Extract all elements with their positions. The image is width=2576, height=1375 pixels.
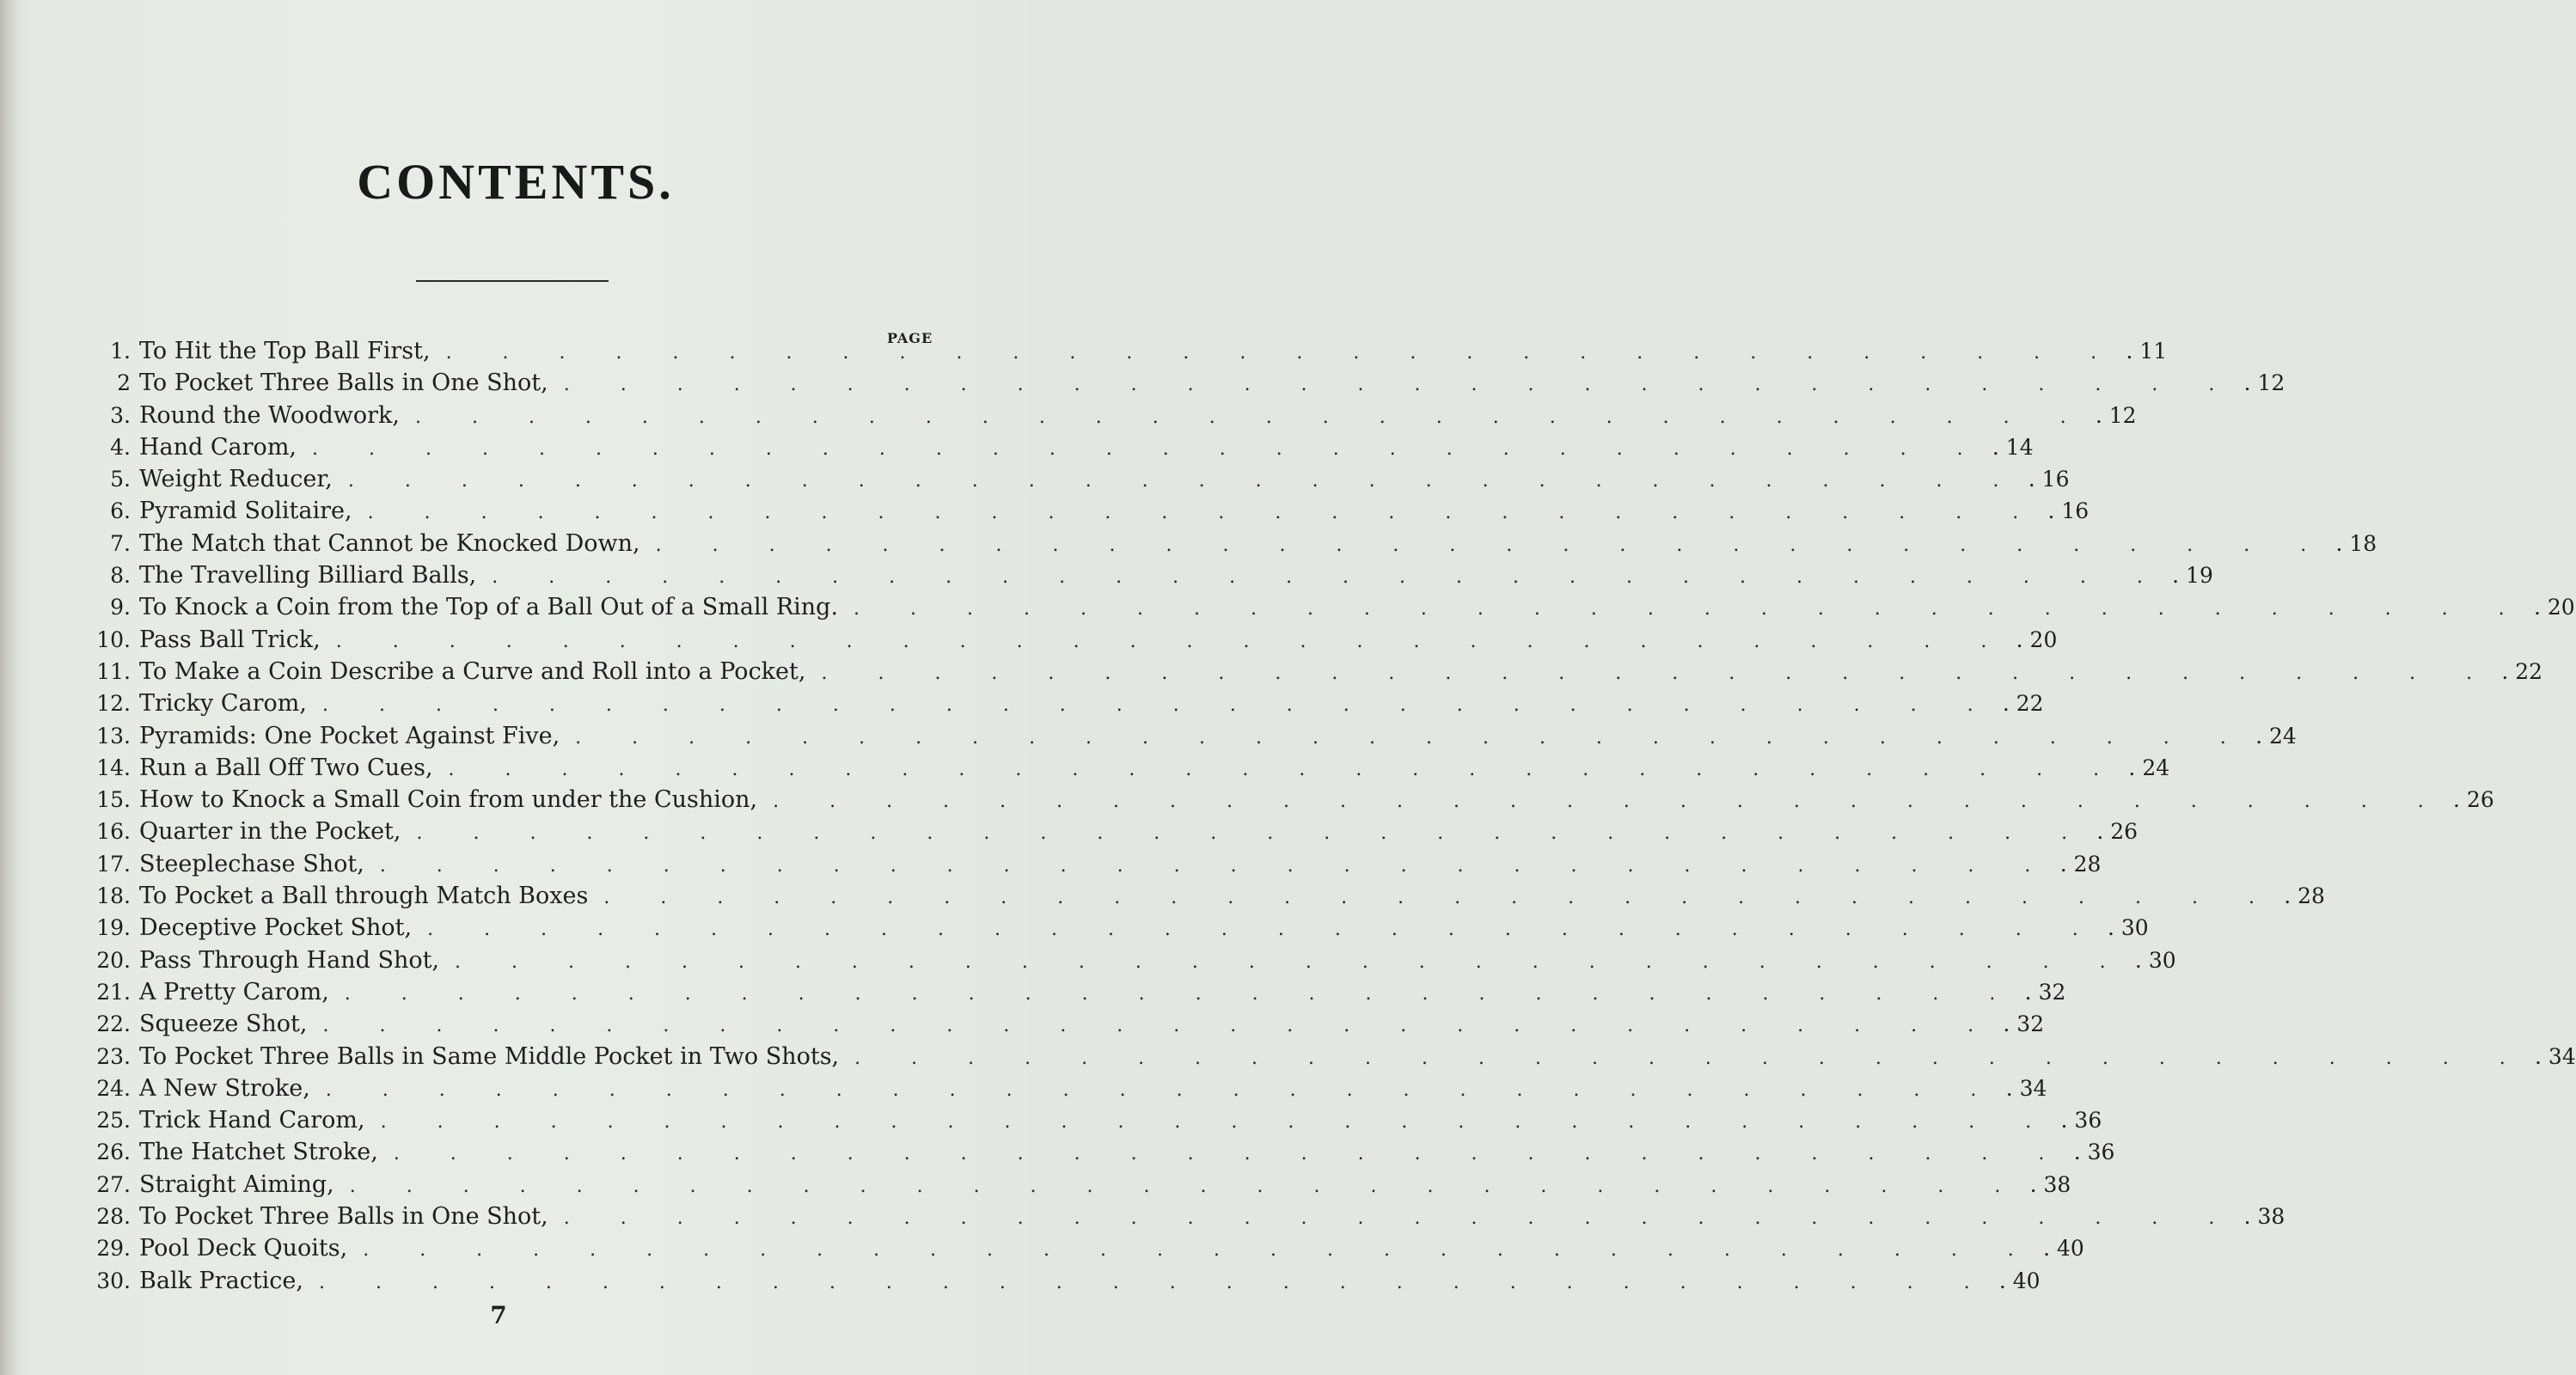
toc-dot-leader: . . . . . . . . . . . . . . . . . . . . . . . . . . . . . . (318, 1271, 1992, 1293)
toc-entry-page: . 14 (1992, 434, 2034, 460)
toc-entry-title: Quarter in the Pocket, (139, 818, 401, 846)
toc-dot-leader: . . . . . . . . . . . . . . . . . . . . . . . . . . . . . . (321, 694, 1996, 717)
toc-entry-number: 18. (96, 883, 131, 909)
toc-entry-number: 19. (96, 915, 131, 941)
toc-entry-page: . 16 (2047, 498, 2090, 524)
toc-entry-page: . 18 (2335, 530, 2377, 556)
toc-entry-page: . 12 (2095, 402, 2137, 428)
toc-dot-leader: . . . . . . . . . . . . . . . . . . . . . . . . . . . . . . (492, 566, 2165, 589)
toc-dot-leader: . . . . . . . . . . . . . . . . . . . . . . . . . . . . . . (322, 1015, 1997, 1037)
toc-entry-title: Hand Carom, (139, 433, 297, 461)
toc-entry-number: 8. (110, 563, 131, 589)
toc-entry-title: Pool Deck Quoits, (139, 1235, 348, 1262)
toc-dot-leader: . . . . . . . . . . . . . . . . . . . . . . . . . . . . . . (347, 470, 2022, 492)
toc-entry-page: . 36 (2073, 1140, 2115, 1165)
toc-entry (83, 591, 2575, 623)
toc-entry-title: Deceptive Pocket Shot, (139, 914, 413, 942)
toc-entry (83, 944, 2176, 976)
toc-entry-number: 14. (96, 755, 131, 780)
toc-entry-page: . 24 (2128, 755, 2170, 780)
toc-entry (83, 1041, 2576, 1072)
toc-entry-title: Weight Reducer, (139, 466, 333, 493)
toc-dot-leader: . . . . . . . . . . . . . . . . . . . . . . . . . . . . . . (393, 1143, 2067, 1165)
toc-entry-number: 7. (110, 530, 131, 556)
toc-entry (83, 367, 2285, 399)
toc-entry (83, 816, 2139, 847)
toc-entry-page: . 38 (2243, 1204, 2285, 1230)
toc-entry-number: 4. (110, 434, 131, 460)
toc-entry-title: Tricky Carom, (139, 690, 307, 718)
toc-entry-title: Steeplechase Shot, (139, 850, 364, 877)
toc-entry (83, 752, 2170, 784)
toc-dot-leader: . . . . . . . . . . . . . . . . . . . . . . . . . . . . . . (854, 1047, 2528, 1069)
toc-entry (83, 1265, 2041, 1297)
toc-entry (83, 880, 2325, 912)
toc-dot-leader: . . . . . . . . . . . . . . . . . . . . . . . . . . . . . . (416, 822, 2090, 845)
toc-entry-page: . 22 (2002, 691, 2044, 717)
toc-entry-number: 28. (96, 1204, 131, 1230)
page-title: CONTENTS. (357, 154, 675, 210)
toc-dot-leader: . . . . . . . . . . . . . . . . . . . . . . . . . . . . . . (367, 502, 2041, 524)
toc-entry-page: . 11 (2126, 339, 2168, 364)
toc-dot-leader: . . . . . . . . . . . . . . . . . . . . . . . . . . . . . . (821, 662, 2495, 684)
toc-dot-leader: . . . . . . . . . . . . . . . . . . . . . . . . . . . . . . (773, 791, 2446, 813)
toc-entry-number: 16. (96, 819, 131, 845)
toc-entry (83, 1232, 2084, 1264)
toc-entry-page: . 34 (2535, 1043, 2576, 1069)
toc-entry-title: A Pretty Carom, (139, 978, 329, 1005)
toc-entry-number: 9. (110, 595, 131, 620)
toc-entry-number: 22. (96, 1011, 131, 1037)
toc-entry-page: . 34 (2005, 1075, 2047, 1101)
toc-entry-page: . 30 (2108, 915, 2149, 941)
toc-entry-page: . 20 (2016, 626, 2058, 652)
toc-entry-number: 1. (110, 339, 131, 364)
toc-entry (83, 528, 2377, 559)
toc-entry (83, 1072, 2047, 1104)
toc-entry-number: 12. (96, 691, 131, 717)
toc-entry-number: 15. (96, 787, 131, 813)
toc-entry-title: To Pocket Three Balls in One Shot, (139, 1203, 548, 1231)
toc-dot-leader: . . . . . . . . . . . . . . . . . . . . . . . . . . . . . . (563, 1207, 2237, 1230)
toc-entry-page: . 28 (2284, 883, 2325, 909)
toc-entry-page: . 38 (2029, 1171, 2071, 1197)
toc-entry (83, 784, 2494, 816)
toc-entry-title: Trick Hand Carom, (139, 1107, 365, 1134)
page-column-label: PAGE (887, 330, 933, 346)
toc-dot-leader: . . . . . . . . . . . . . . . . . . . . . . . . . . . . . . (655, 534, 2329, 556)
toc-entry-title: Run a Ball Off Two Cues, (139, 754, 433, 781)
toc-entry (83, 688, 2044, 719)
toc-dot-leader: . . . . . . . . . . . . . . . . . . . . . . . . . . . . . . (379, 854, 2053, 877)
toc-entry-title: To Pocket a Ball through Match Boxes (139, 883, 589, 910)
toc-entry (83, 559, 2213, 591)
toc-dot-leader: . . . . . . . . . . . . . . . . . . . . . . . . . . . . . . (575, 726, 2249, 749)
toc-entry-page: . 22 (2501, 658, 2543, 684)
toc-entry-number: 26. (96, 1140, 131, 1165)
toc-entry-number: 6. (110, 498, 131, 524)
toc-entry-title: Pyramids: One Pocket Against Five, (139, 722, 560, 749)
toc-entry-page: . 19 (2172, 563, 2213, 589)
toc-entry-title: Pass Through Hand Shot, (139, 946, 440, 974)
toc-entry (83, 400, 2137, 431)
toc-entry-title: To Pocket Three Balls in Same Middle Pocket in Two Shots, (139, 1042, 840, 1070)
table-of-contents (83, 335, 2576, 1297)
toc-dot-leader: . . . . . . . . . . . . . . . . . . . . . . . . . . . . . . (427, 919, 2101, 941)
toc-dot-leader: . . . . . . . . . . . . . . . . . . . . . . . . . . . . . . (448, 758, 2122, 780)
toc-entry-title: Squeeze Shot, (139, 1011, 308, 1038)
toc-entry-title: Straight Aiming, (139, 1170, 334, 1198)
toc-entry (83, 1136, 2115, 1168)
toc-entry-number: 30. (96, 1268, 131, 1293)
toc-entry-title: To Knock a Coin from the Top of a Ball Out of a Small Ring. (139, 594, 839, 621)
toc-entry (83, 624, 2058, 656)
toc-entry-title: To Hit the Top Ball First, (139, 338, 431, 364)
toc-entry-title: To Pocket Three Balls in One Shot, (139, 370, 548, 397)
toc-entry-page: . 40 (1998, 1268, 2041, 1293)
toc-entry-title: Pyramid Solitaire, (139, 498, 352, 525)
toc-entry (83, 335, 2168, 367)
toc-dot-leader: . . . . . . . . . . . . . . . . . . . . . . . . . . . . . . (445, 342, 2120, 364)
toc-dot-leader: . . . . . . . . . . . . . . . . . . . . . . . . . . . . . . (344, 982, 2018, 1005)
toc-entry-number: 17. (96, 851, 131, 877)
toc-dot-leader: . . . . . . . . . . . . . . . . . . . . . . . . . . . . . . (455, 950, 2128, 973)
toc-entry (83, 720, 2297, 752)
toc-entry-title: The Hatchet Stroke, (139, 1139, 378, 1166)
toc-entry (83, 431, 2034, 463)
toc-entry-number: 24. (96, 1075, 131, 1101)
toc-entry (83, 848, 2102, 880)
toc-entry-page: . 24 (2255, 723, 2297, 749)
toc-entry-page: . 30 (2134, 947, 2176, 973)
toc-entry-title: Round the Woodwork, (139, 401, 400, 429)
toc-dot-leader: . . . . . . . . . . . . . . . . . . . . . . . . . . . . . . (414, 406, 2089, 428)
toc-entry-page: . 40 (2043, 1236, 2084, 1262)
toc-entry (83, 495, 2090, 527)
toc-entry-number: 2 (117, 370, 131, 396)
toc-entry (83, 1008, 2045, 1040)
toc-entry-page: . 32 (2024, 979, 2066, 1005)
toc-entry-number: 5. (110, 467, 131, 492)
toc-dot-leader: . . . . . . . . . . . . . . . . . . . . . . . . . . . . . . (363, 1239, 2036, 1262)
toc-entry-number: 20. (96, 947, 131, 973)
toc-entry-page: . 36 (2060, 1108, 2102, 1134)
toc-entry-number: 13. (96, 723, 131, 749)
toc-entry-number: 10. (96, 626, 131, 652)
toc-entry-number: 3. (110, 402, 131, 428)
toc-dot-leader: . . . . . . . . . . . . . . . . . . . . . . . . . . . . . . (325, 1079, 1999, 1101)
toc-entry (83, 912, 2149, 944)
toc-entry-title: To Make a Coin Describe a Curve and Roll into a Pocket, (139, 657, 806, 685)
title-rule-divider (416, 280, 609, 282)
toc-dot-leader: . . . . . . . . . . . . . . . . . . . . . . . . . . . . . . (854, 598, 2527, 620)
toc-entry-number: 27. (96, 1171, 131, 1197)
toc-entry-title: How to Knock a Small Coin from under the Cushion, (139, 786, 758, 814)
toc-entry-number: 29. (96, 1236, 131, 1262)
toc-entry-page: . 26 (2096, 819, 2139, 845)
toc-dot-leader: . . . . . . . . . . . . . . . . . . . . . . . . . . . . . . (603, 887, 2277, 909)
toc-dot-leader: . . . . . . . . . . . . . . . . . . . . . . . . . . . . . . (349, 1175, 2023, 1197)
toc-dot-leader: . . . . . . . . . . . . . . . . . . . . . . . . . . . . . . (563, 374, 2237, 396)
toc-entry-number: 23. (96, 1043, 131, 1069)
toc-entry (83, 1201, 2285, 1232)
toc-entry-page: . 28 (2059, 851, 2102, 877)
toc-entry-number: 11. (96, 658, 131, 684)
toc-entry-number: 21. (96, 979, 131, 1005)
toc-entry-page: . 12 (2243, 370, 2285, 396)
toc-entry-title: The Match that Cannot be Knocked Down, (139, 529, 640, 557)
toc-entry-page: . 32 (2003, 1011, 2045, 1037)
toc-entry-page: . 26 (2453, 787, 2494, 813)
page-number: 7 (490, 1301, 507, 1329)
toc-entry-title: A New Stroke, (139, 1074, 310, 1102)
toc-entry (83, 1104, 2102, 1136)
toc-dot-leader: . . . . . . . . . . . . . . . . . . . . . . . . . . . . . . (312, 437, 1986, 460)
toc-entry-number: 25. (96, 1108, 131, 1134)
toc-entry-page: . 16 (2028, 467, 2070, 492)
toc-entry (83, 656, 2543, 688)
toc-entry (83, 1169, 2071, 1201)
toc-entry-page: . 20 (2533, 595, 2575, 620)
toc-dot-leader: . . . . . . . . . . . . . . . . . . . . . . . . . . . . . . (380, 1111, 2054, 1134)
toc-entry-title: The Travelling Billiard Balls, (139, 562, 477, 590)
toc-entry (83, 463, 2070, 495)
toc-dot-leader: . . . . . . . . . . . . . . . . . . . . . . . . . . . . . . (335, 630, 2010, 652)
toc-entry-title: Balk Practice, (139, 1267, 303, 1294)
toc-entry-title: Pass Ball Trick, (139, 626, 321, 653)
toc-entry (83, 976, 2066, 1008)
